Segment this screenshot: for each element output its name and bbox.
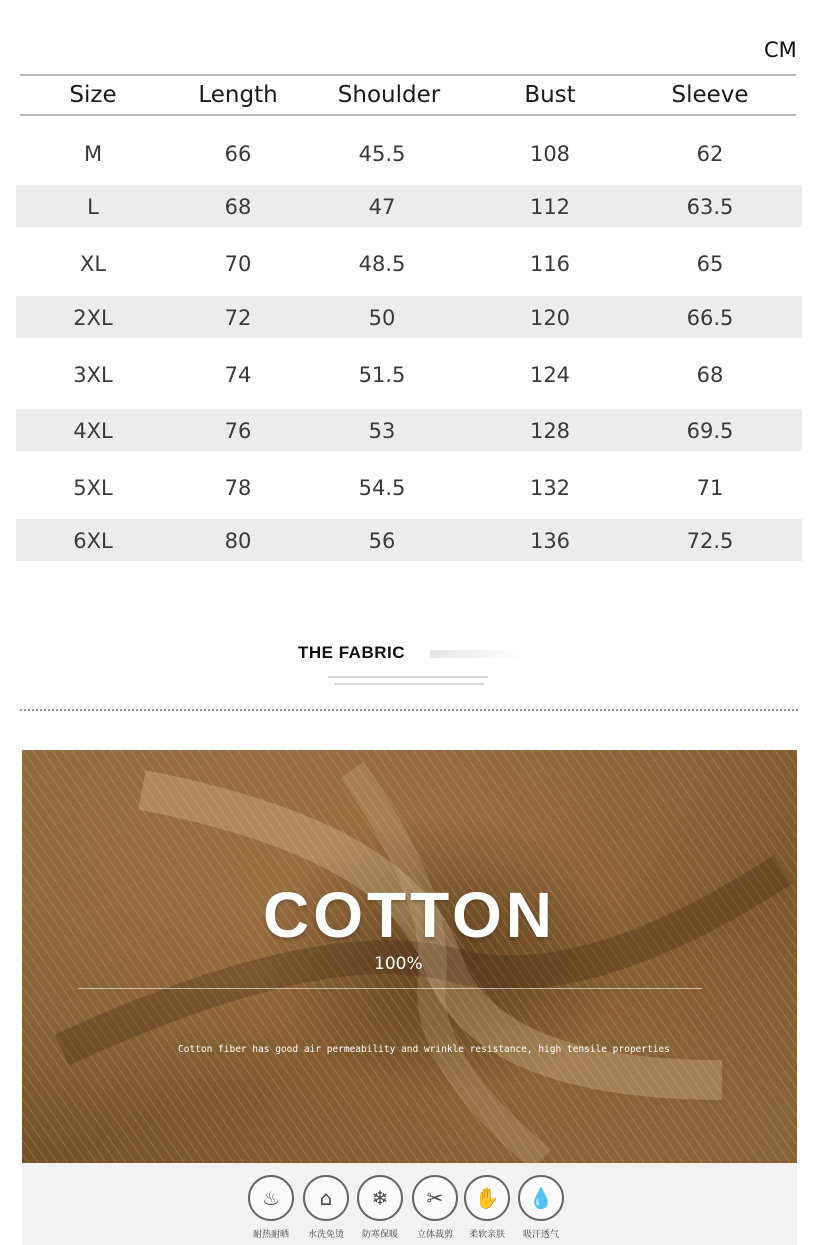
table-cell: 74 xyxy=(224,363,252,387)
table-cell: 80 xyxy=(224,529,252,553)
table-cell: 6XL xyxy=(73,529,113,553)
fabric-description: Cotton fiber has good air permeability and wrinkle resistance, high tensile properties xyxy=(178,1044,670,1055)
feature-label: 耐热耐晒 xyxy=(252,1230,289,1240)
table-row xyxy=(16,409,802,451)
table-cell: 65 xyxy=(696,252,724,276)
heat-resistant-icon: ♨ xyxy=(248,1175,294,1221)
table-cell: 112 xyxy=(529,195,571,219)
table-cell: 132 xyxy=(529,476,571,500)
table-header-rule xyxy=(20,114,796,116)
table-cell: 45.5 xyxy=(358,142,406,166)
feature-label: 柔软亲肤 xyxy=(468,1230,505,1240)
snowflake-icon: ❄ xyxy=(357,1175,403,1221)
table-row xyxy=(16,519,802,561)
table-cell: 63.5 xyxy=(686,195,734,219)
header-size: Size xyxy=(69,82,117,108)
table-cell: 69.5 xyxy=(686,419,734,443)
table-cell: 54.5 xyxy=(358,476,406,500)
feature-item xyxy=(296,1175,356,1240)
table-cell: 48.5 xyxy=(358,252,406,276)
table-cell: 71 xyxy=(696,476,724,500)
feature-item xyxy=(241,1175,301,1240)
title-fade xyxy=(430,650,525,658)
table-cell: 72.5 xyxy=(686,529,734,553)
unit-label: CM xyxy=(764,38,797,62)
table-cell: L xyxy=(87,195,99,219)
table-cell: 53 xyxy=(368,419,396,443)
table-cell: 47 xyxy=(368,195,396,219)
feature-item xyxy=(457,1175,517,1240)
table-cell: 70 xyxy=(224,252,252,276)
table-cell: 62 xyxy=(696,142,724,166)
feature-label: 立体裁剪 xyxy=(416,1230,453,1240)
header-bust: Bust xyxy=(524,82,576,108)
fine-print-line-1 xyxy=(328,676,488,678)
table-cell: M xyxy=(83,142,103,166)
table-cell: 68 xyxy=(224,195,252,219)
dotted-divider xyxy=(20,709,798,711)
table-cell: 68 xyxy=(696,363,724,387)
table-row xyxy=(16,353,802,395)
table-row xyxy=(16,466,802,508)
feature-label: 防寒保暖 xyxy=(361,1230,398,1240)
hands-icon: ✋ xyxy=(464,1175,510,1221)
table-cell: 136 xyxy=(529,529,571,553)
fine-print-line-2 xyxy=(334,683,484,685)
iron-free-icon: ⌂ xyxy=(303,1175,349,1221)
table-cell: 76 xyxy=(224,419,252,443)
header-sleeve: Sleeve xyxy=(671,82,749,108)
header-shoulder: Shoulder xyxy=(337,82,441,108)
table-cell: 2XL xyxy=(73,306,113,330)
table-cell: 66 xyxy=(224,142,252,166)
table-header xyxy=(20,76,796,116)
table-row xyxy=(16,296,802,338)
feature-label: 吸汗透气 xyxy=(522,1230,559,1240)
cotton-percent: 100% xyxy=(374,954,423,974)
header-length: Length xyxy=(198,82,278,108)
table-row xyxy=(16,132,802,174)
table-cell: 50 xyxy=(368,306,396,330)
feature-icons-strip xyxy=(22,1163,797,1245)
table-cell: 78 xyxy=(224,476,252,500)
table-cell: XL xyxy=(79,252,107,276)
fabric-section-title: THE FABRIC xyxy=(298,643,405,662)
table-row xyxy=(16,242,802,284)
scissors-icon: ✂ xyxy=(412,1175,458,1221)
cotton-headline: COTTON xyxy=(262,879,557,951)
table-cell: 5XL xyxy=(73,476,113,500)
water-drops-icon: 💧 xyxy=(518,1175,564,1221)
table-cell: 72 xyxy=(224,306,252,330)
table-cell: 51.5 xyxy=(358,363,406,387)
feature-item xyxy=(350,1175,410,1240)
table-cell: 3XL xyxy=(73,363,113,387)
table-row xyxy=(16,185,802,227)
feature-item xyxy=(511,1175,571,1240)
table-cell: 4XL xyxy=(73,419,113,443)
photo-divider xyxy=(78,988,702,989)
feature-item xyxy=(405,1175,465,1240)
table-cell: 116 xyxy=(529,252,571,276)
feature-label: 水洗免烫 xyxy=(307,1230,344,1240)
fabric-photo xyxy=(22,750,797,1163)
table-cell: 124 xyxy=(529,363,571,387)
table-cell: 56 xyxy=(368,529,396,553)
table-cell: 120 xyxy=(529,306,571,330)
table-cell: 66.5 xyxy=(686,306,734,330)
table-cell: 108 xyxy=(529,142,571,166)
table-cell: 128 xyxy=(529,419,571,443)
